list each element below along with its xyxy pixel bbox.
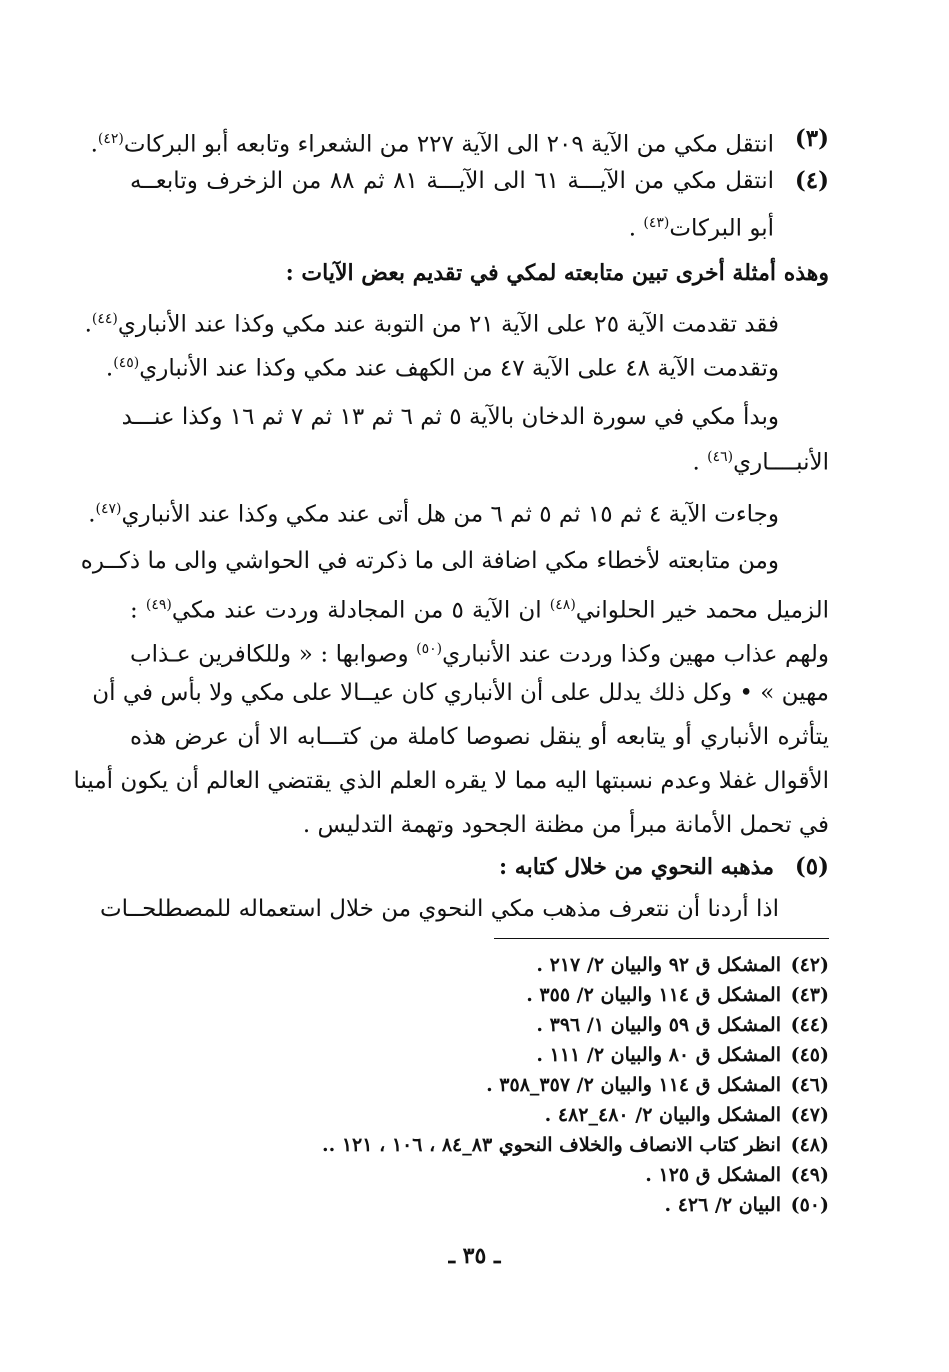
example-end: . <box>105 355 114 382</box>
item-line-continued <box>130 202 774 250</box>
footnote-ref: (٤٨) <box>549 597 576 613</box>
section-intro: وهذه أمثلة أخرى تبين متابعته لمكي في تقديم بعض الآيات : <box>285 260 829 286</box>
example-text: وتقدمت الآية ٤٨ على الآية ٤٧ من الكهف عند مكي وكذا عند الأنباري <box>139 355 779 382</box>
footnote <box>150 1160 829 1190</box>
footnote-text: انظر كتاب الانصاف والخلاف النحوي ٨٣_٨٤ ، ١٠٦ ، ١٢١ .. <box>321 1134 781 1156</box>
section-number: (٥) <box>794 853 829 880</box>
example-line <box>88 488 779 536</box>
paragraph-line: اذا أردنا أن نتعرف مذهب مكي النحوي من خلال استعماله للمصطلحــات <box>99 896 779 922</box>
footnote <box>150 980 829 1010</box>
footnote-ref: (٤٧) <box>95 501 122 517</box>
item-number: (٤) <box>794 167 829 194</box>
footnote-number: (٤٤) <box>790 1014 829 1036</box>
example-line <box>105 342 779 390</box>
paragraph-text: ان الآية ٥ من المجادلة وردت عند مكي <box>171 597 542 624</box>
item-number: (٣) <box>794 125 829 152</box>
footnote-number: (٤٨) <box>790 1134 829 1156</box>
footnote-text: المشكل ق ٩٢ والبيان ٢/ ٢١٧ . <box>536 954 781 976</box>
paragraph-text: : <box>130 597 138 624</box>
footnote-text: المشكل ق ٨٠ والبيان ٢/ ١١١ . <box>536 1044 781 1066</box>
example-line <box>84 298 779 346</box>
example-end: . <box>84 311 92 338</box>
paragraph-text: وصوابها : « وللكافرين عـذاب <box>130 641 409 668</box>
item-text: انتقل مكي من الآيـــة ٦١ الى الآيـــة ٨١ ثم ٨٨ من الزخرف وتابعــه <box>130 168 774 194</box>
footnote-text: البيان ٢/ ٤٢٦ . <box>664 1194 781 1216</box>
footnote-text: المشكل ق ١١٤ والبيان ٢/ ٣٥٥ . <box>526 984 781 1006</box>
example-text: وبدأ مكي في سورة الدخان بالآية ٥ ثم ٦ ثم ١٣ ثم ٧ ثم ١٦ وكذا عنـــد <box>121 404 779 430</box>
section-title: مذهبه النحوي من خلال كتابه : <box>499 854 774 880</box>
item-end: . <box>90 131 98 158</box>
footnote-ref: (٤٢) <box>97 131 124 147</box>
footnote <box>150 1040 829 1070</box>
footnote-text: المشكل والبيان ٢/ ٤٨٠_٤٨٢ . <box>544 1104 781 1126</box>
paragraph-text: الزميل محمد خير الحلواني <box>575 597 830 624</box>
footnote-text: المشكل ق ١٢٥ . <box>645 1164 781 1186</box>
item-text: أبو البركات <box>669 215 774 242</box>
example-text: فقد تقدمت الآية ٢٥ على الآية ٢١ من التوبة عند مكي وكذا عند الأنباري <box>117 311 779 338</box>
example-text: الأنبــــاري <box>733 449 829 476</box>
footnote <box>150 1070 829 1100</box>
footnote <box>150 1010 829 1040</box>
paragraph-line: في تحمل الأمانة مبرأ من مظنة الجحود وتهمة التدليس . <box>302 812 829 838</box>
footnote <box>150 1190 829 1220</box>
example-line <box>121 396 779 438</box>
example-end: . <box>692 449 700 476</box>
example-line-continued <box>130 436 829 484</box>
footnote-number: (٤٩) <box>790 1164 829 1186</box>
footnote-ref: (٤٤) <box>91 311 118 327</box>
page-number: ـ ٣٥ ـ <box>448 1243 501 1269</box>
footnote <box>150 1100 829 1130</box>
footnote-ref: (٤٦) <box>707 449 734 465</box>
footnote-number: (٤٧) <box>790 1104 829 1126</box>
footnote-ref: (٥٠) <box>416 641 443 657</box>
footnote-number: (٥٠) <box>790 1194 829 1216</box>
footnote-text: المشكل ق ٥٩ والبيان ١/ ٣٩٦ . <box>536 1014 781 1036</box>
item-end: . <box>628 215 637 242</box>
footnote <box>150 1130 829 1160</box>
paragraph-line <box>130 628 829 676</box>
footnote-number: (٤٢) <box>790 954 829 976</box>
footnote-text: المشكل ق ١١٤ والبيان ٢/ ٣٥٧_٣٥٨ . <box>486 1074 781 1096</box>
item-text: انتقل مكي من الآية ٢٠٩ الى الآية ٢٢٧ من الشعراء وتابعه أبو البركات <box>123 131 774 158</box>
footnote-divider <box>494 938 829 939</box>
example-end: . <box>88 501 96 528</box>
footnote-ref: (٤٣) <box>643 215 670 231</box>
paragraph-line: مهين » • وكل ذلك يدلل على أن الأنباري كان عيــالا على مكي ولا بأس في أن <box>92 680 829 706</box>
paragraph-line <box>130 584 829 632</box>
paragraph-line: يتأثره الأنباري أو يتابعه أو ينقل نصوصا كاملة من كتـــابه الا أن عرض هذه <box>130 724 829 750</box>
footnote-ref: (٤٥) <box>113 355 140 371</box>
footnote-ref: (٤٩) <box>145 597 172 613</box>
footnote-number: (٤٦) <box>790 1074 829 1096</box>
item-line <box>90 118 774 166</box>
footnote-number: (٤٣) <box>790 984 829 1006</box>
paragraph-line: الأقوال غفلا وعدم نسبتها اليه مما لا يقره العلم الذي يقتضي العالم أن يكون أمينا <box>73 768 829 794</box>
footnote <box>150 950 829 980</box>
item-line <box>130 160 774 202</box>
example-text: وجاءت الآية ٤ ثم ١٥ ثم ٥ ثم ٦ من هل أتى عند مكي وكذا عند الأنباري <box>121 501 779 528</box>
paragraph-line: ومن متابعته لأخطاء مكي اضافة الى ما ذكرته في الحواشي والى ما ذكــره <box>80 548 779 574</box>
footnote-number: (٤٥) <box>790 1044 829 1066</box>
paragraph-text: ولهم عذاب مهين وكذا وردت عند الأنباري <box>442 641 829 668</box>
